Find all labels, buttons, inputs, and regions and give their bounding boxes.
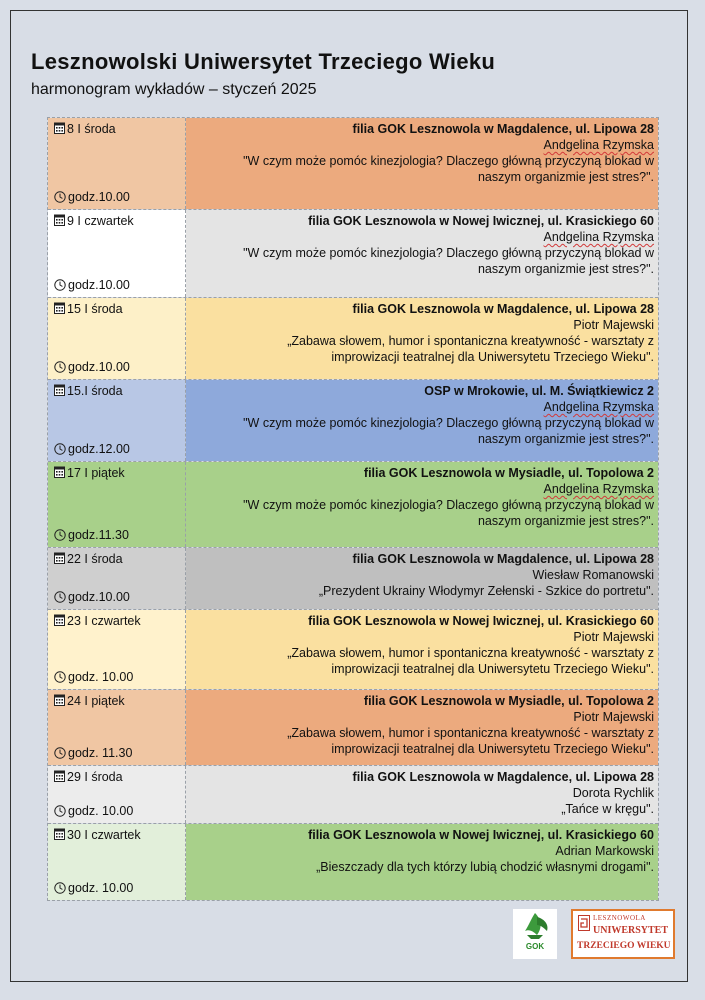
clock-icon (54, 805, 66, 817)
clock-icon (54, 191, 66, 203)
clock-icon (54, 443, 66, 455)
lecture-topic-line1: "W czym może pomóc kinezjologia? Dlaczego główną przyczyną blokad w (243, 498, 654, 512)
lecture-when (48, 548, 186, 609)
lecture-topic-line2: naszym organizmie jest stres?". (477, 432, 654, 446)
lecture-location: filia GOK Lesznowola w Mysiadle, ul. Topolowa 2 (363, 694, 654, 708)
lecture-topic-line1: „Prezydent Ukrainy Włodymyr Zełenski - Szkice do portretu". (318, 584, 654, 598)
lecture-row (48, 548, 658, 610)
lecture-date: 30 I czwartek (67, 828, 141, 842)
lecture-topic-line2: improwizacji teatralnej dla Uniwersytetu Trzeciego Wieku". (331, 742, 654, 756)
lecture-row (48, 210, 658, 298)
lecture-details (186, 462, 658, 547)
lecture-location: filia GOK Lesznowola w Magdalence, ul. Lipowa 28 (352, 552, 654, 566)
calendar-icon (54, 770, 65, 782)
utw-logo (571, 909, 675, 959)
lecture-location: filia GOK Lesznowola w Mysiadle, ul. Topolowa 2 (363, 466, 654, 480)
lecture-date: 29 I środa (67, 770, 123, 784)
lecture-topic-line2: improwizacji teatralnej dla Uniwersytetu Trzeciego Wieku". (331, 350, 654, 364)
lecture-location: filia GOK Lesznowola w Nowej Iwicznej, ul. Krasickiego 60 (308, 614, 654, 628)
lecture-when (48, 824, 186, 900)
lecture-row (48, 766, 658, 824)
lecture-topic-line2: naszym organizmie jest stres?". (477, 262, 654, 276)
clock-icon (54, 279, 66, 291)
lecture-details (186, 210, 658, 297)
calendar-icon (54, 214, 65, 226)
lecture-when (48, 298, 186, 379)
utw-logo-bottom: TRZECIEGO WIEKU (577, 941, 671, 951)
logos (11, 909, 687, 969)
lecture-topic-line1: „Zabawa słowem, humor i spontaniczna kreatywność - warsztaty z (287, 726, 654, 740)
lecture-location: filia GOK Lesznowola w Magdalence, ul. Lipowa 28 (352, 302, 654, 316)
calendar-icon (54, 828, 65, 840)
lecture-lecturer: Wiesław Romanowski (532, 568, 654, 582)
lecture-lecturer: Adrian Markowski (555, 844, 654, 858)
lecture-time: godz.10.00 (68, 360, 130, 374)
lecture-row (48, 690, 658, 766)
schedule-page (10, 10, 688, 982)
calendar-icon (54, 384, 65, 396)
lecture-date: 17 I piątek (67, 466, 125, 480)
lecture-date: 22 I środa (67, 552, 123, 566)
lecture-row (48, 298, 658, 380)
lecture-location: filia GOK Lesznowola w Nowej Iwicznej, ul. Krasickiego 60 (308, 214, 654, 228)
lecture-location: filia GOK Lesznowola w Magdalence, ul. Lipowa 28 (352, 122, 654, 136)
clock-icon (54, 361, 66, 373)
lecture-details (186, 380, 658, 461)
gok-logo (513, 909, 557, 959)
lecture-date: 8 I środa (67, 122, 116, 136)
calendar-icon (54, 302, 65, 314)
lecture-date: 15.I środa (67, 384, 123, 398)
gok-logo-text: GOK (525, 942, 545, 951)
lecture-when (48, 210, 186, 297)
lecture-time: godz.12.00 (68, 442, 130, 456)
lecture-date: 9 I czwartek (67, 214, 134, 228)
lecture-lecturer: Piotr Majewski (573, 630, 654, 644)
lecture-row (48, 824, 658, 900)
lecture-topic-line1: „Zabawa słowem, humor i spontaniczna kreatywność - warsztaty z (287, 646, 654, 660)
lecture-details (186, 548, 658, 609)
lecture-topic-line1: „Tańce w kręgu". (561, 802, 654, 816)
lecture-details (186, 298, 658, 379)
gok-bird-icon (513, 909, 557, 943)
lecture-lecturer: Dorota Rychlik (572, 786, 654, 800)
lecture-schedule (47, 117, 659, 901)
calendar-icon (54, 552, 65, 564)
utw-emblem-icon (578, 915, 590, 931)
lecture-topic-line2: naszym organizmie jest stres?". (477, 170, 654, 184)
calendar-icon (54, 694, 65, 706)
clock-icon (54, 882, 66, 894)
calendar-icon (54, 122, 65, 134)
lecture-time: godz.11.30 (68, 528, 129, 542)
lecture-topic-line2: naszym organizmie jest stres?". (477, 514, 654, 528)
lecture-topic-line1: "W czym może pomóc kinezjologia? Dlaczego główną przyczyną blokad w (243, 246, 654, 260)
lecture-location: OSP w Mrokowie, ul. M. Świątkiewicz 2 (424, 384, 654, 398)
page-subtitle: harmonogram wykładów – styczeń 2025 (31, 81, 317, 98)
lecture-lecturer: Andgelina Rzymska (543, 400, 654, 414)
lecture-when (48, 462, 186, 547)
lecture-lecturer: Piotr Majewski (573, 318, 654, 332)
clock-icon (54, 747, 66, 759)
lecture-when (48, 118, 186, 209)
lecture-date: 24 I piątek (67, 694, 125, 708)
lecture-details (186, 690, 658, 765)
lecture-topic-line2: improwizacji teatralnej dla Uniwersytetu Trzeciego Wieku". (331, 662, 654, 676)
lecture-details (186, 766, 658, 823)
lecture-location: filia GOK Lesznowola w Nowej Iwicznej, ul. Krasickiego 60 (308, 828, 654, 842)
lecture-row (48, 462, 658, 548)
lecture-date: 23 I czwartek (67, 614, 141, 628)
lecture-when (48, 380, 186, 461)
lecture-topic-line1: „Bieszczady dla tych którzy lubią chodzić własnymi drogami". (316, 860, 654, 874)
lecture-details (186, 610, 658, 689)
lecture-when (48, 766, 186, 823)
lecture-location: filia GOK Lesznowola w Magdalence, ul. Lipowa 28 (352, 770, 654, 784)
utw-logo-middle: UNIWERSYTET (593, 925, 669, 936)
lecture-time: godz.10.00 (68, 590, 130, 604)
lecture-lecturer: Andgelina Rzymska (543, 482, 654, 496)
lecture-date: 15 I środa (67, 302, 123, 316)
lecture-row (48, 380, 658, 462)
lecture-time: godz. 10.00 (68, 881, 134, 895)
lecture-row (48, 118, 658, 210)
lecture-time: godz. 10.00 (68, 804, 134, 818)
lecture-lecturer: Andgelina Rzymska (543, 230, 654, 244)
lecture-time: godz.10.00 (68, 190, 130, 204)
lecture-when (48, 610, 186, 689)
utw-logo-top: LESZNOWOLA (593, 914, 646, 922)
lecture-topic-line1: „Zabawa słowem, humor i spontaniczna kreatywność - warsztaty z (287, 334, 654, 348)
clock-icon (54, 671, 66, 683)
lecture-when (48, 690, 186, 765)
calendar-icon (54, 614, 65, 626)
lecture-lecturer: Piotr Majewski (573, 710, 654, 724)
lecture-lecturer: Andgelina Rzymska (543, 138, 654, 152)
lecture-time: godz. 10.00 (68, 670, 134, 684)
clock-icon (54, 591, 66, 603)
lecture-details (186, 824, 658, 900)
lecture-topic-line1: "W czym może pomóc kinezjologia? Dlaczego główną przyczyną blokad w (243, 154, 654, 168)
lecture-row (48, 610, 658, 690)
lecture-topic-line1: "W czym może pomóc kinezjologia? Dlaczego główną przyczyną blokad w (243, 416, 654, 430)
calendar-icon (54, 466, 65, 478)
clock-icon (54, 529, 66, 541)
lecture-time: godz. 11.30 (68, 746, 133, 760)
page-title: Lesznowolski Uniwersytet Trzeciego Wieku (31, 49, 496, 74)
lecture-time: godz.10.00 (68, 278, 130, 292)
lecture-details (186, 118, 658, 209)
